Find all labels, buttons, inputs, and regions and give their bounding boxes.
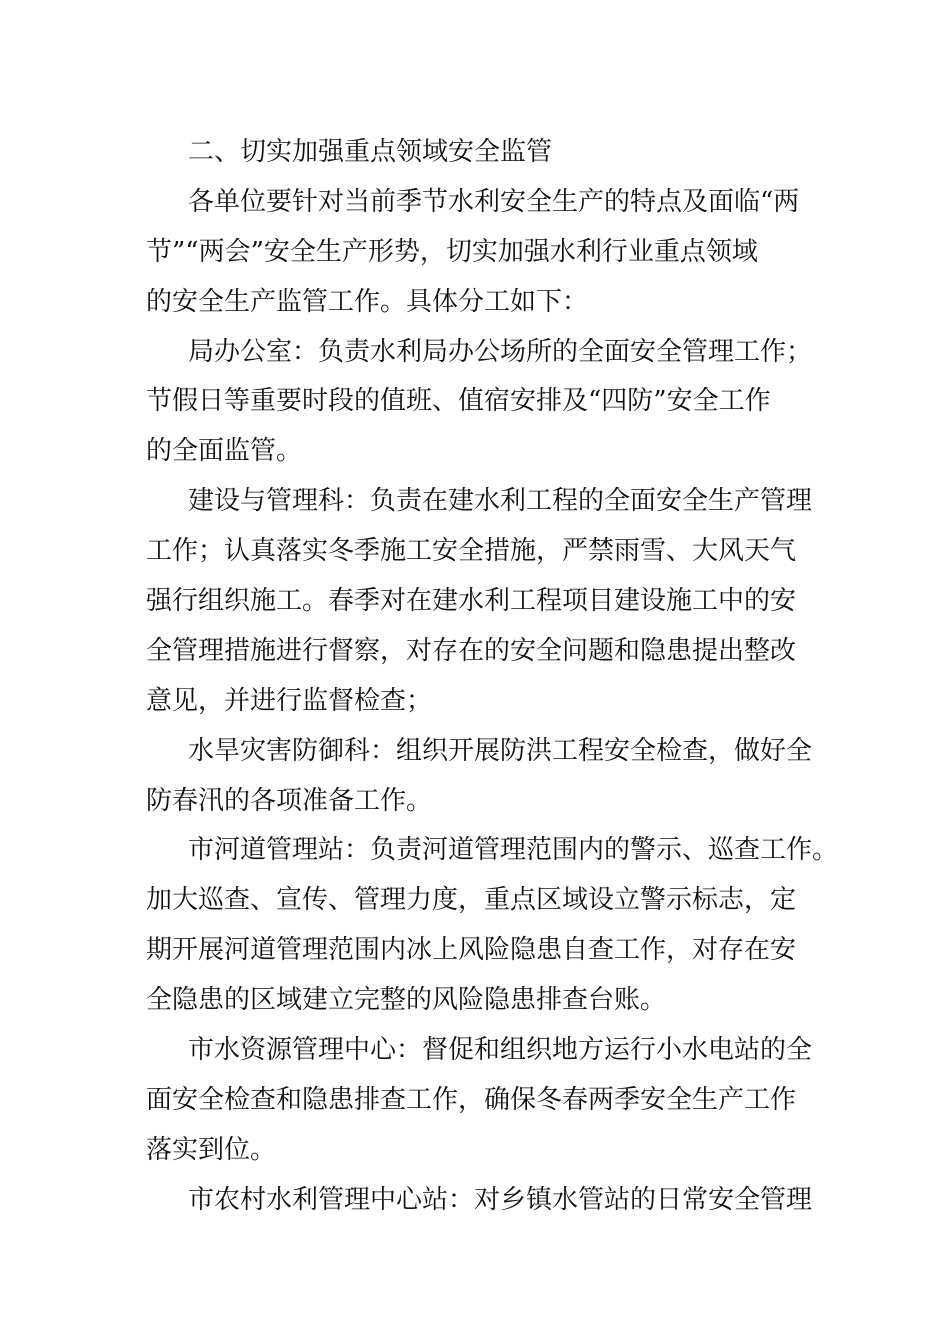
paragraph-line: 的安全生产监管工作。具体分工如下： <box>146 286 589 317</box>
paragraph-line: 工作；认真落实冬季施工安全措施，严禁雨雪、大风天气 <box>146 536 797 567</box>
paragraph-construction-management <box>146 477 816 726</box>
paragraph-assignment-intro <box>146 178 816 328</box>
paragraph-rural-water <box>146 1176 816 1226</box>
document-body <box>146 128 839 1226</box>
paragraph-line: 落实到位。 <box>146 1134 277 1165</box>
paragraph-line: 防春汛的各项准备工作。 <box>146 785 433 816</box>
paragraph-line: 建设与管理科：负责在建水利工程的全面安全生产管理 <box>188 486 813 517</box>
paragraph-line: 面安全检查和隐患排查工作，确保冬春两季安全生产工作 <box>146 1084 797 1115</box>
paragraph-line: 市水资源管理中心：督促和组织地方运行小水电站的全 <box>188 1035 813 1066</box>
paragraph-line: 水旱灾害防御科：组织开展防洪工程安全检查，做好全 <box>188 735 813 766</box>
paragraph-line: 节假日等重要时段的值班、值宿安排及“四防”安全工作 <box>146 386 771 417</box>
paragraph-line: 意见，并进行监督检查； <box>146 685 433 716</box>
paragraph-river-management <box>146 826 839 1026</box>
paragraph-office <box>146 328 816 478</box>
paragraph-line: 强行组织施工。春季对在建水利工程项目建设施工中的安 <box>146 586 797 617</box>
paragraph-line: 加大巡查、宣传、管理力度，重点区域设立警示标志，定 <box>146 885 797 916</box>
paragraph-line: 市农村水利管理中心站：对乡镇水管站的日常安全管理 <box>188 1184 813 1215</box>
paragraph-line: 全管理措施进行督察，对存在的安全问题和隐患提出整改 <box>146 635 797 666</box>
paragraph-line: 节”“两会”安全生产形势，切实加强水利行业重点领域 <box>146 236 758 267</box>
paragraph-line: 各单位要针对当前季节水利安全生产的特点及面临“两 <box>188 186 800 217</box>
paragraph-flood-drought-defense <box>146 727 816 827</box>
paragraph-water-resources <box>146 1026 816 1176</box>
section-heading: 二、切实加强重点领域安全监管 <box>188 137 553 167</box>
paragraph-line: 局办公室：负责水利局办公场所的全面安全管理工作； <box>188 336 813 367</box>
paragraph-line: 全隐患的区域建立完整的风险隐患排查台账。 <box>146 985 667 1016</box>
paragraph-line: 期开展河道管理范围内冰上风险隐患自查工作，对存在安 <box>146 935 797 966</box>
paragraph-line: 的全面监管。 <box>146 436 303 467</box>
paragraph-line: 市河道管理站：负责河道管理范围内的警示、巡查工作。 <box>188 835 839 866</box>
